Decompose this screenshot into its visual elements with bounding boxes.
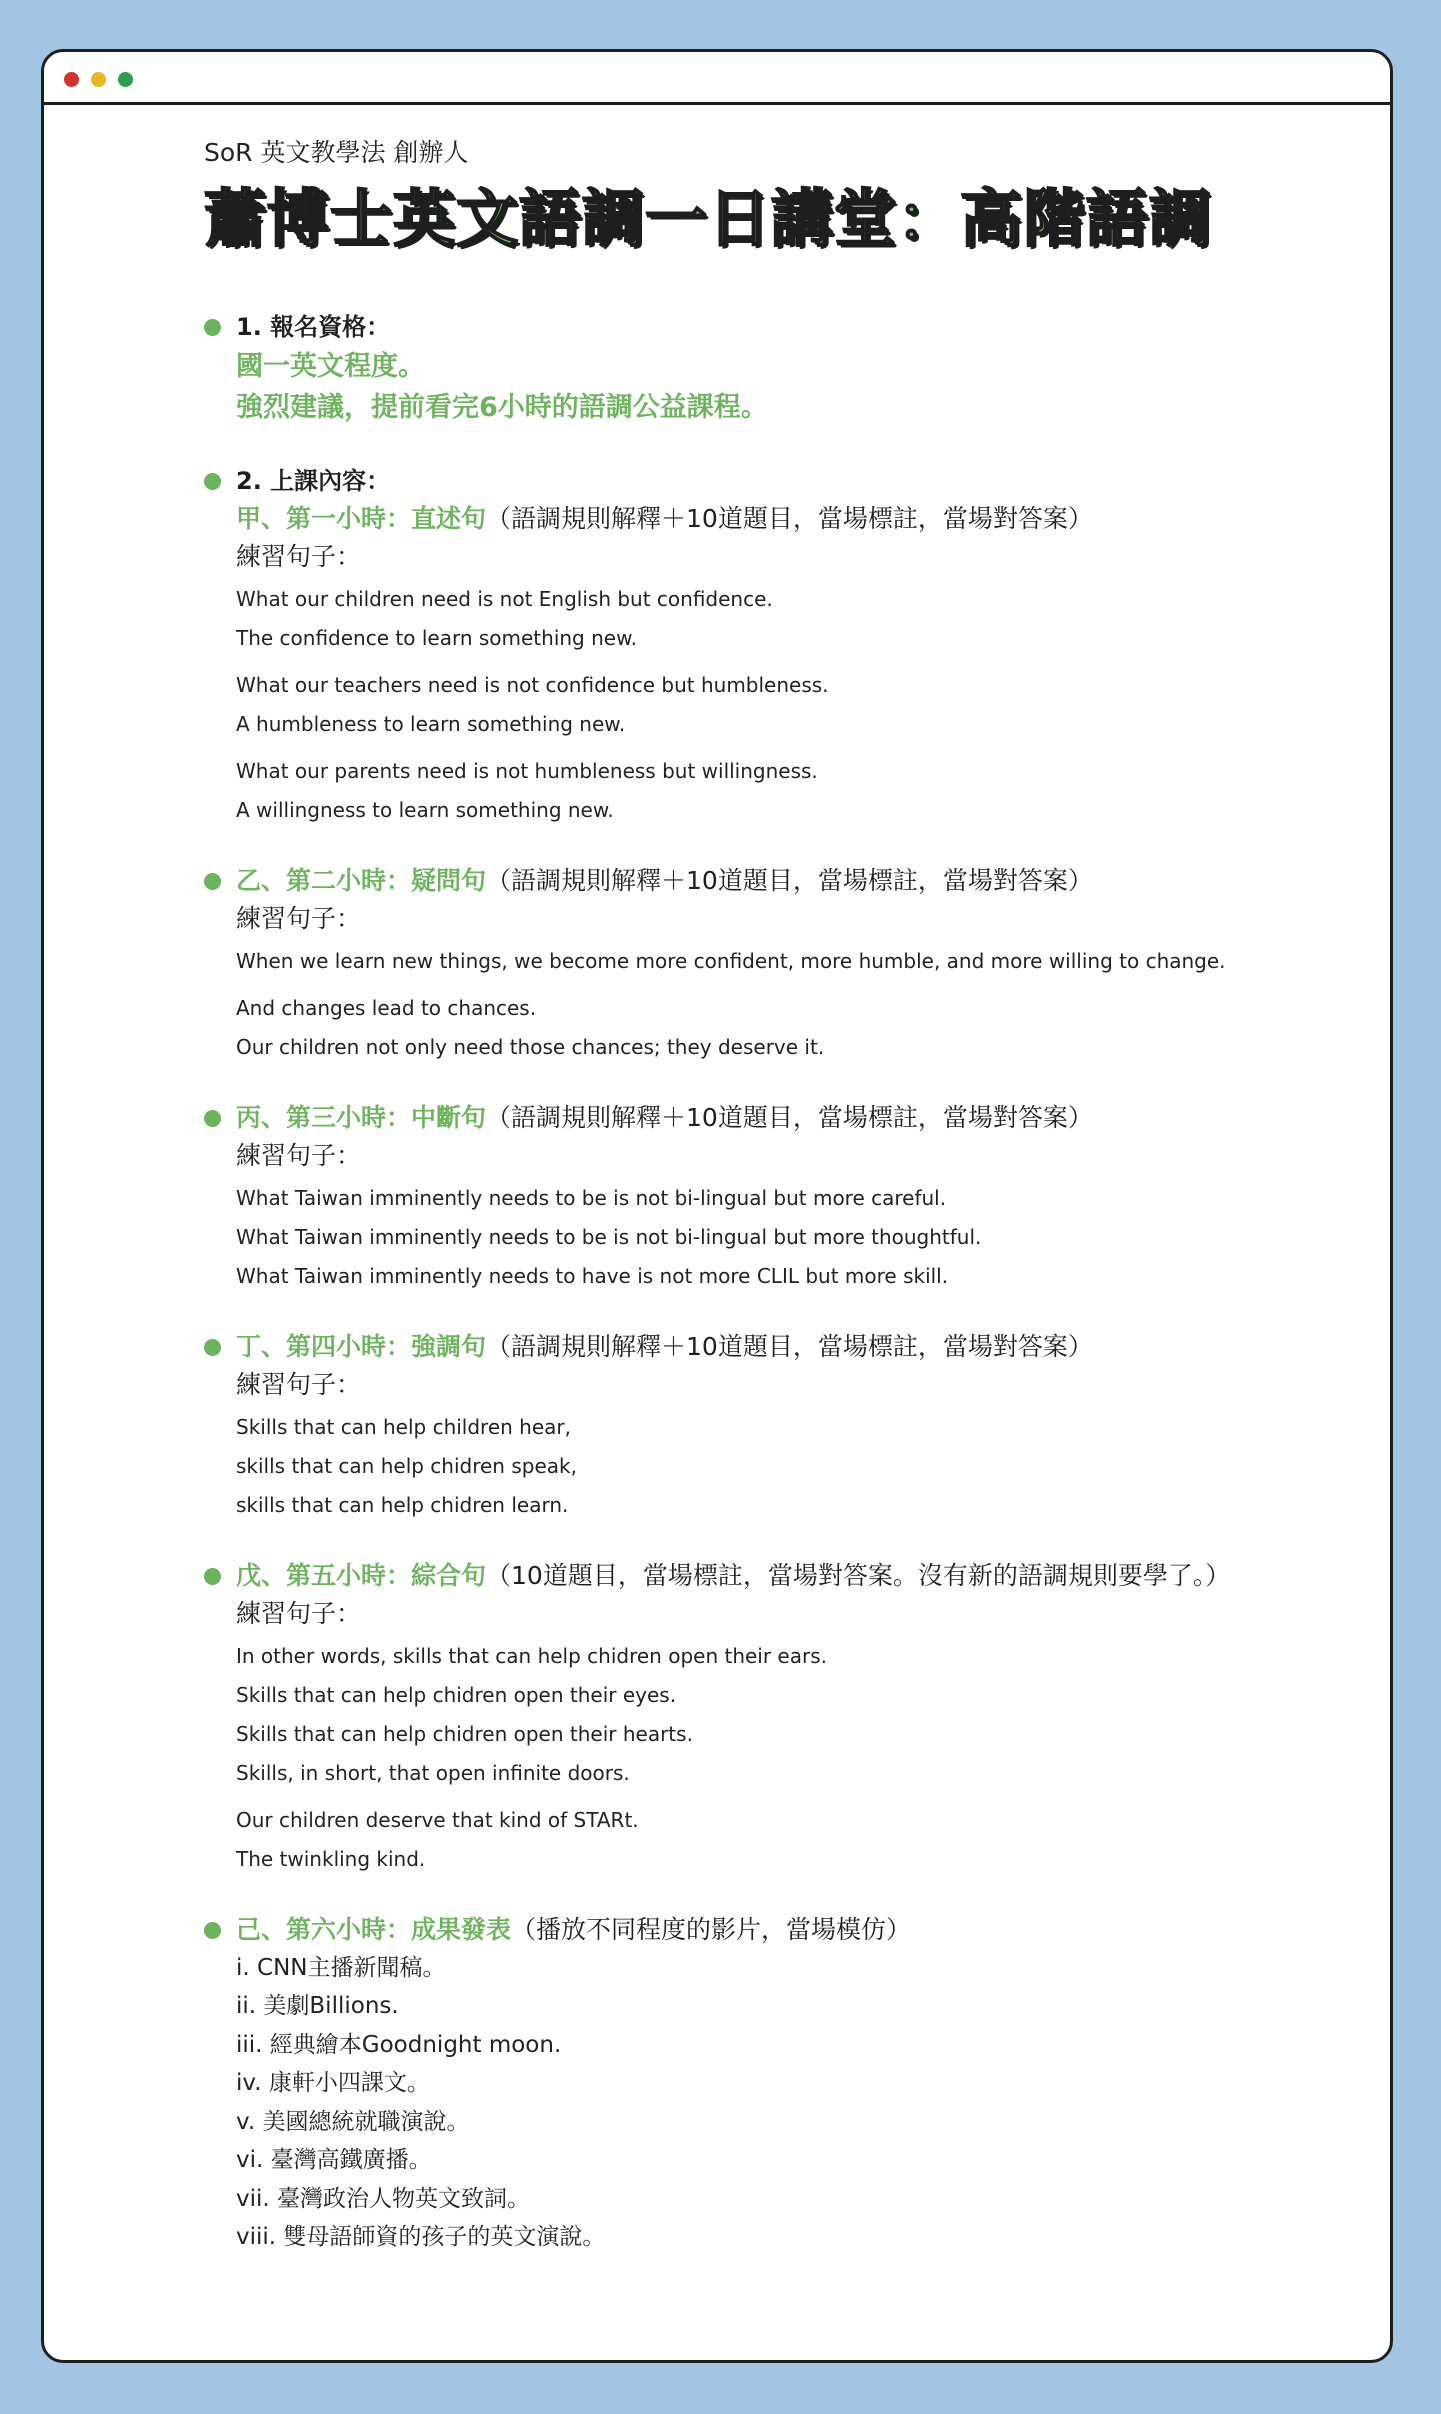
practice-sentences	[236, 1408, 1354, 1525]
bullet-dot-icon	[204, 1922, 221, 1939]
eligibility-line-1: 國一英文程度。	[236, 350, 425, 382]
practice-sentence: What our teachers need is not confidence but humbleness.	[236, 672, 829, 697]
minimize-dot-icon[interactable]	[91, 72, 106, 87]
hour-block-5	[204, 1557, 1354, 1879]
practice-sentence: skills that can help chidren learn.	[236, 1492, 569, 1517]
hour-title-1	[236, 500, 1354, 538]
practice-sentence: And changes lead to chances.	[236, 995, 537, 1020]
list-item: viii. 雙母語師資的孩子的英文演說。	[236, 2224, 606, 2251]
hour-label: 乙、第二小時：疑問句	[236, 865, 487, 895]
eligibility-line-2: 強烈建議，提前看完6小時的語調公益課程。	[236, 391, 768, 423]
hour-label: 己、第六小時：成果發表	[236, 1914, 512, 1944]
list-item: ii. 美劇Billions.	[236, 1993, 399, 2020]
practice-sentence: What our children need is not English but confidence.	[236, 586, 773, 611]
hour-description: （語調規則解釋＋10道題目，當場標註，當場對答案）	[486, 1331, 1093, 1361]
bullet-dot-icon	[204, 319, 221, 336]
bullet-dot-icon	[204, 1110, 221, 1127]
content-heading: 2. 上課內容：	[236, 466, 391, 495]
practice-sentence: When we learn new things, we become more confident, more humble, and more willing to change.	[236, 948, 1226, 973]
practice-sentences	[236, 1637, 1354, 1879]
page-title: 蕭博士英文語調一日講堂：高階語調	[204, 181, 1213, 255]
hour-title-5	[236, 1557, 1354, 1595]
practice-sentence: In other words, skills that can help chidren open their ears.	[236, 1643, 827, 1668]
practice-sentences	[236, 1179, 1354, 1296]
practice-sentence: The confidence to learn something new.	[236, 625, 637, 650]
practice-sentence: What Taiwan imminently needs to have is not more CLIL but more skill.	[236, 1263, 949, 1288]
practice-sentence: A willingness to learn something new.	[236, 797, 614, 822]
list-item: v. 美國總統就職演說。	[236, 2108, 470, 2135]
maximize-dot-icon[interactable]	[118, 72, 133, 87]
practice-sentence: Our children not only need those chances; they deserve it.	[236, 1034, 825, 1059]
hour-title-2	[236, 862, 1354, 900]
practice-sentences	[236, 580, 1354, 830]
hour-label: 丙、第三小時：中斷句	[236, 1102, 487, 1132]
practice-label: 練習句子：	[236, 903, 362, 933]
hour-description: （播放不同程度的影片，當場模仿）	[511, 1914, 912, 1944]
content-section-heading	[204, 462, 1354, 500]
list-item: iii. 經典繪本Goodnight moon.	[236, 2031, 562, 2058]
bullet-dot-icon	[204, 473, 221, 490]
hour-description: （語調規則解釋＋10道題目，當場標註，當場對答案）	[486, 1102, 1093, 1132]
bullet-dot-icon	[204, 1568, 221, 1585]
hour-block-1	[204, 500, 1354, 830]
hour-label: 戊、第五小時：綜合句	[236, 1560, 487, 1590]
practice-sentence: Skills that can help chidren open their hearts.	[236, 1721, 693, 1746]
hour-block-2	[204, 862, 1354, 1067]
page-subtitle: SoR 英文教學法 創辦人	[204, 138, 469, 167]
hour-description: （10道題目，當場標註，當場對答案。沒有新的語調規則要學了。）	[486, 1560, 1231, 1590]
hour-title-4	[236, 1328, 1354, 1366]
hour-title-3	[236, 1099, 1354, 1137]
hour-title-6	[236, 1911, 1354, 1949]
list-item: iv. 康軒小四課文。	[236, 2070, 430, 2097]
practice-label: 練習句子：	[236, 1598, 362, 1628]
hour-label: 甲、第一小時：直述句	[236, 503, 487, 533]
eligibility-section	[204, 308, 1354, 428]
hour-block-6	[204, 1911, 1354, 2257]
browser-window	[41, 49, 1393, 2363]
bullet-dot-icon	[204, 1339, 221, 1356]
practice-label: 練習句子：	[236, 1140, 362, 1170]
page-content	[204, 137, 1354, 2257]
final-items-list	[236, 1949, 1354, 2257]
practice-sentence: Skills that can help children hear,	[236, 1414, 571, 1439]
hour-label: 丁、第四小時：強調句	[236, 1331, 487, 1361]
practice-sentence: Our children deserve that kind of STARt.	[236, 1807, 639, 1832]
practice-sentence: Skills that can help chidren open their eyes.	[236, 1682, 677, 1707]
list-item: vi. 臺灣高鐵廣播。	[236, 2147, 432, 2174]
close-dot-icon[interactable]	[64, 72, 79, 87]
practice-sentence: The twinkling kind.	[236, 1846, 426, 1871]
eligibility-heading: 1. 報名資格：	[236, 312, 391, 341]
practice-sentence: What Taiwan imminently needs to be is not bi-lingual but more thoughtful.	[236, 1224, 982, 1249]
practice-sentence: Skills, in short, that open infinite doors.	[236, 1760, 630, 1785]
practice-sentence: What Taiwan imminently needs to be is not bi-lingual but more careful.	[236, 1185, 947, 1210]
practice-sentences	[236, 942, 1354, 1067]
bullet-dot-icon	[204, 873, 221, 890]
practice-sentence: A humbleness to learn something new.	[236, 711, 626, 736]
window-titlebar	[44, 52, 1390, 105]
practice-label: 練習句子：	[236, 1369, 362, 1399]
hour-description: （語調規則解釋＋10道題目，當場標註，當場對答案）	[486, 503, 1093, 533]
list-item: vii. 臺灣政治人物英文致詞。	[236, 2185, 531, 2212]
hour-description: （語調規則解釋＋10道題目，當場標註，當場對答案）	[486, 865, 1093, 895]
hour-block-3	[204, 1099, 1354, 1296]
practice-sentence: What our parents need is not humbleness but willingness.	[236, 758, 818, 783]
practice-label: 練習句子：	[236, 541, 362, 571]
practice-sentence: skills that can help chidren speak,	[236, 1453, 577, 1478]
list-item: i. CNN主播新聞稿。	[236, 1954, 446, 1981]
hour-block-4	[204, 1328, 1354, 1525]
